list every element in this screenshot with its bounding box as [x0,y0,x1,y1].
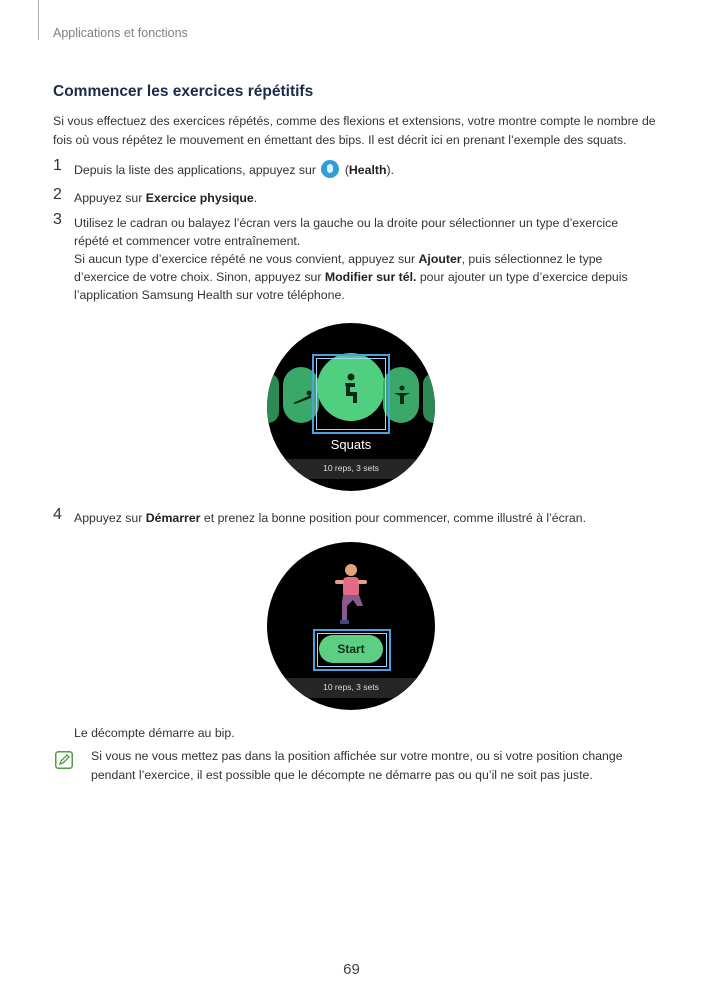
step-text [74,189,644,207]
step-bold-term: Démarrer [145,511,201,525]
margin-rule [38,0,39,40]
step-text-part: ( [341,163,349,177]
selection-highlight [312,354,390,434]
step-number: 1 [53,157,62,174]
note-pencil-icon [55,751,73,769]
step-text-part: Appuyez sur [74,511,146,525]
exercise-option-far-right[interactable] [423,373,435,423]
health-app-icon [321,160,339,178]
section-header: Applications et fonctions [53,26,188,40]
watch-screen-start [267,542,435,710]
step-number: 4 [53,506,62,523]
exercise-reps-sets: 10 reps, 3 sets [323,463,379,473]
step-text-part: . [253,191,258,205]
step-bold-term: Modifier sur tél. [324,270,417,284]
step-number: 3 [53,211,62,228]
selection-highlight [313,629,391,671]
pushup-icon [291,389,313,405]
step-text-part: Depuis la liste des applications, appuyez sur [74,163,320,177]
step-bold-term: Health [348,163,387,177]
countdown-note: Le décompte démarre au bip. [74,726,235,740]
step-text-part: pour ajouter un type d’exercice depuis l’application Samsung Health sur votre téléphone. [74,270,628,302]
start-button[interactable]: Start [319,635,383,663]
page-title: Commencer les exercices répétitifs [53,83,314,100]
step-text-part [74,250,644,304]
page-number: 69 [343,961,360,978]
squat-figure-illustration [333,562,369,630]
watch-screen-exercise-select [267,323,435,491]
step-text-part: Utilisez le cadran ou balayez l’écran vers la gauche ou la droite pour sélectionner un type d’exercice répété et commencer votre entraînement. [74,216,619,248]
step-text-part: Appuyez sur [74,191,146,205]
warning-note: Si vous ne vous mettez pas dans la position affichée sur votre montre, ou si votre position change pendant l’exercice, il est possible que le décompte ne démarre pas ou qu’il ne soit pas juste. [91,749,623,782]
step-bold-term: Exercice physique [145,191,254,205]
step-text-part: et prenez la bonne position pour commencer, comme illustré à l’écran. [200,511,586,525]
step-text-part: , puis sélectionnez le type d’exercice de votre choix. Sinon, appuyez sur [74,252,603,284]
exercise-title: Squats [330,437,372,452]
jumping-icon [391,385,413,405]
step-text-part: ). [386,163,395,177]
intro-paragraph: Si vous effectuez des exercices répétés, comme des flexions et extensions, votre montre compte le nombre de fois où vous répétez le mouvement en émettant des bips. Il est décrit ici en prenant l’exemple des squats. [53,114,656,147]
step-text [74,160,644,179]
exercise-reps-sets: 10 reps, 3 sets [323,682,379,692]
step-bold-term: Ajouter [418,252,462,266]
step-number: 2 [53,186,62,203]
step-text [74,509,644,527]
step-text-part: Si aucun type d’exercice répété ne vous convient, appuyez sur [74,252,419,266]
step-text [74,214,644,304]
exercise-option-far-left[interactable] [267,373,279,423]
